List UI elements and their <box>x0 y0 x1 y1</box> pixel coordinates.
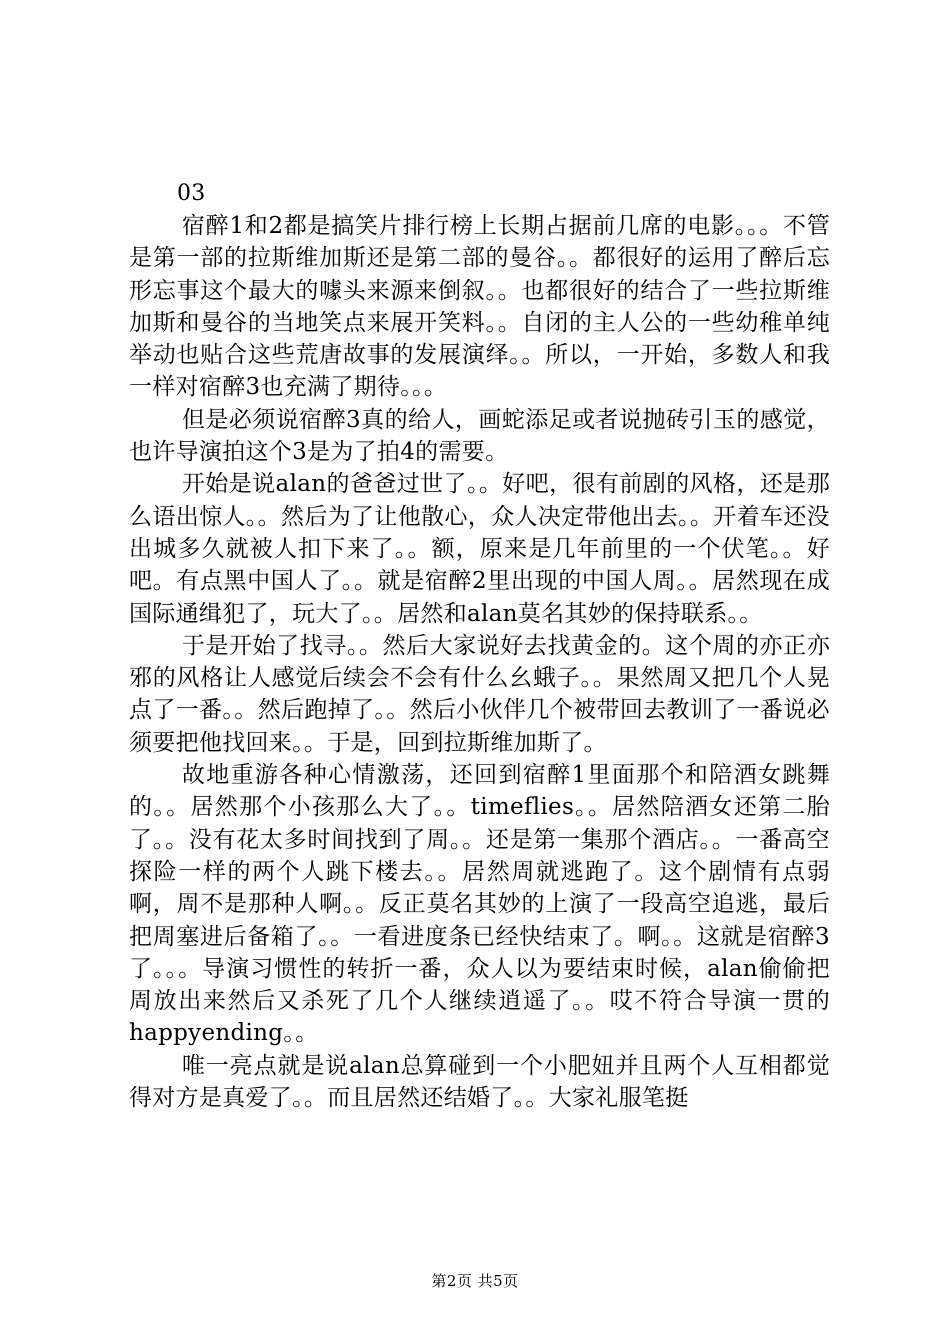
paragraph-2: 但是必须说宿醉3真的给人，画蛇添足或者说抛砖引玉的感觉，也许导演拍这个3是为了拍4的需要。 <box>129 406 830 466</box>
document-body <box>129 178 830 1114</box>
paragraph-5: 故地重游各种心情激荡，还回到宿醉1里面那个和陪酒女跳舞的。。居然那个小孩那么大了。。timeflies。。居然陪酒女还第二胎了。。没有花太多时间找到了周。。还是第一集那个酒店。。一番高空探险一样的两个人跳下楼去。。居然周就逃跑了。这个剧情有点弱啊，周不是那种人啊。。反正莫名其妙的上演了一段高空追逃，最后把周塞进后备箱了。。一看进度条已经快结束了。啊。。这就是宿醉3了。。。导演习惯性的转折一番，众人以为要结束时候，alan偷偷把周放出来然后又杀死了几个人继续逍遥了。。哎不符合导演一贯的happyending。。 <box>129 762 830 1047</box>
page-footer: 第2页 共5页 <box>431 1272 519 1290</box>
paragraph-6: 唯一亮点就是说alan总算碰到一个小肥妞并且两个人互相都觉得对方是真爱了。。而且居然还结婚了。。大家礼服笔挺 <box>129 1052 830 1112</box>
paragraph-4: 于是开始了找寻。。然后大家说好去找黄金的。这个周的亦正亦邪的风格让人感觉后续会不会有什么幺蛾子。。果然周又把几个人晃点了一番。。然后跑掉了。。然后小伙伴几个被带回去教训了一番说必须要把他找回来。。于是，回到拉斯维加斯了。 <box>129 632 830 756</box>
paragraph-1: 宿醉1和2都是搞笑片排行榜上长期占据前几席的电影。。。不管是第一部的拉斯维加斯还是第二部的曼谷。。都很好的运用了醉后忘形忘事这个最大的噱头来源来倒叙。。也都很好的结合了一些拉斯维加斯和曼谷的当地笑点来展开笑料。。自闭的主人公的一些幼稚单纯举动也贴合这些荒唐故事的发展演绎。。所以，一开始，多数人和我一样对宿醉3也充满了期待。。。 <box>129 213 830 401</box>
paragraph-3: 开始是说alan的爸爸过世了。。好吧，很有前剧的风格，还是那么语出惊人。。然后为了让他散心，众人决定带他出去。。开着车还没出城多久就被人扣下来了。。额，原来是几年前里的一个伏笔。。好吧。有点黑中国人了。。就是宿醉2里出现的中国人周。。居然现在成国际通缉犯了，玩大了。。居然和alan莫名其妙的保持联系。。 <box>129 471 830 627</box>
section-number: 03 <box>177 181 206 206</box>
